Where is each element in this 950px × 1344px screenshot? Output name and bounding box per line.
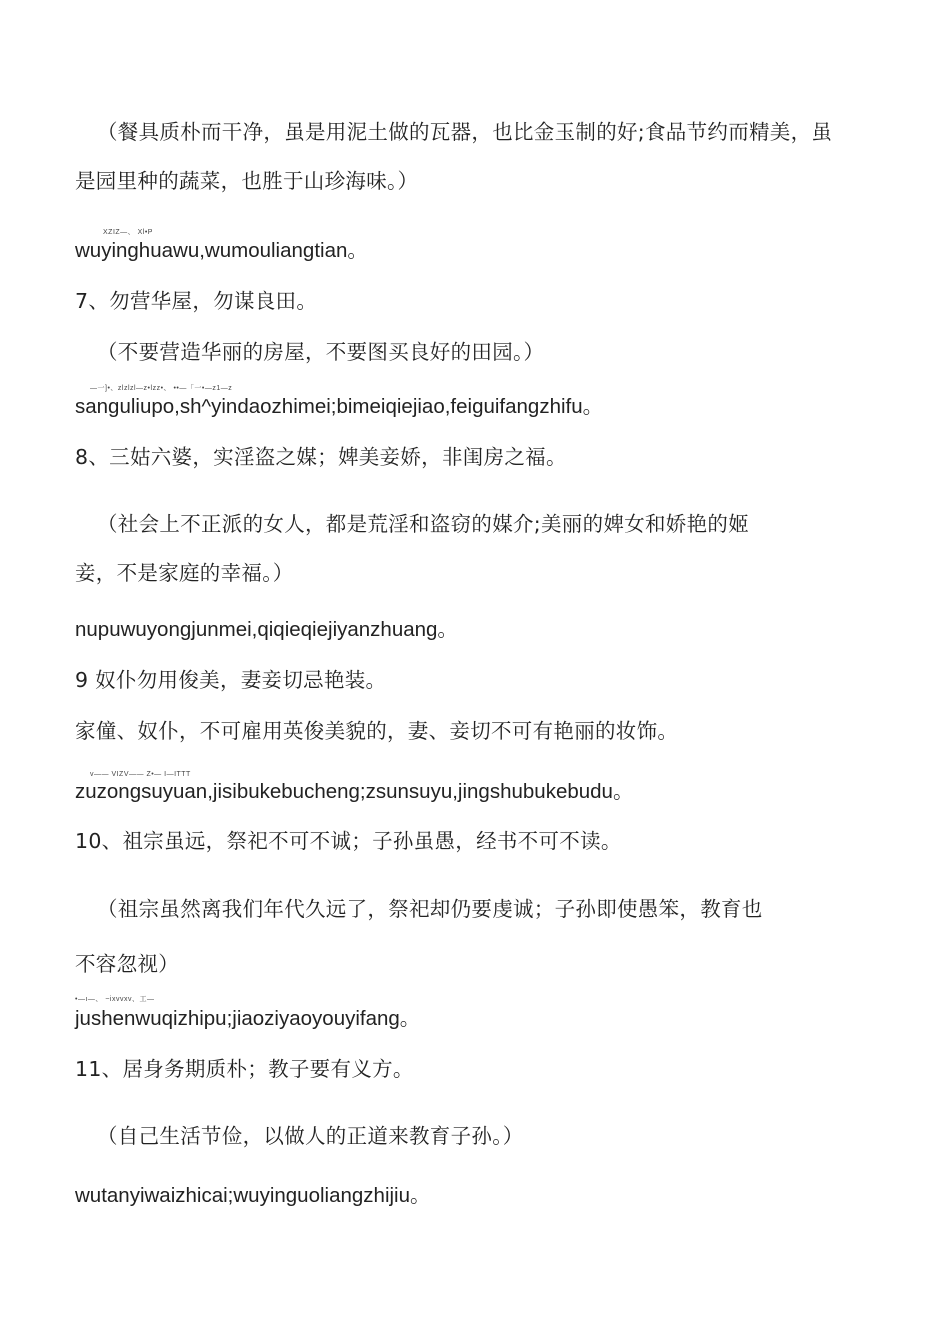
pinyin-line: zuzongsuyuan,jisibukebucheng;zsunsuyu,jingshubukebudu。 (75, 780, 634, 803)
explanation-line: （自己生活节俭，以做人的正道来教育子孙。） (97, 1124, 524, 1148)
pinyin-line: jushenwuqizhipu;jiaoziyaoyouyifang。 (75, 1007, 421, 1030)
explanation-line: （社会上不正派的女人，都是荒淫和盗窃的媒介;美丽的婢女和娇艳的姬 (97, 512, 750, 536)
pinyin-line: sanguliupo,sh^yindaozhimei;bimeiqiejiao,feiguifangzhifu。 (75, 395, 604, 418)
explanation-line: （祖宗虽然离我们年代久远了，祭祀却仍要虔诚；子孙即使愚笨，教育也 (97, 897, 763, 921)
noise-mark: •—ı—、 ~ixvvxv、工— (75, 996, 155, 1003)
explanation-line: 不容忽视） (75, 952, 179, 976)
verse-line: 10、祖宗虽远，祭祀不可不诚；子孙虽愚，经书不可不读。 (75, 829, 622, 853)
verse-line: 7、勿营华屋，勿谋良田。 (75, 289, 318, 313)
pinyin-line: nupuwuyongjunmei,qiqieqiejiyanzhuang。 (75, 618, 458, 641)
noise-mark: —一]•、zlzlzl—z•lzz•、 ••—「一•—z1—z (90, 385, 233, 392)
noise-mark: v—— VIZV—— Z•— I—ITTT (90, 771, 191, 778)
explanation-line: （餐具质朴而干净，虽是用泥土做的瓦器，也比金玉制的好;食品节约而精美，虽 (97, 120, 833, 144)
pinyin-line: wutanyiwaizhicai;wuyinguoliangzhijiu。 (75, 1184, 431, 1207)
explanation-line: 家僮、奴仆，不可雇用英俊美貌的，妻、妾切不可有艳丽的妆饰。 (75, 719, 679, 743)
explanation-line: （不要营造华丽的房屋，不要图买良好的田园。） (97, 340, 545, 364)
verse-line: 9 奴仆勿用俊美，妻妾切忌艳装。 (75, 668, 387, 692)
noise-mark: XZIZ—、 Xl•P (103, 229, 153, 236)
explanation-line: 是园里种的蔬菜，也胜于山珍海味。） (75, 169, 419, 193)
explanation-line: 妾，不是家庭的幸福。） (75, 561, 294, 585)
pinyin-line: wuyinghuawu,wumouliangtian。 (75, 239, 368, 262)
verse-line: 11、居身务期质朴；教子要有义方。 (75, 1057, 414, 1081)
verse-line: 8、三姑六婆，实淫盗之媒；婢美妾娇，非闺房之福。 (75, 445, 567, 469)
